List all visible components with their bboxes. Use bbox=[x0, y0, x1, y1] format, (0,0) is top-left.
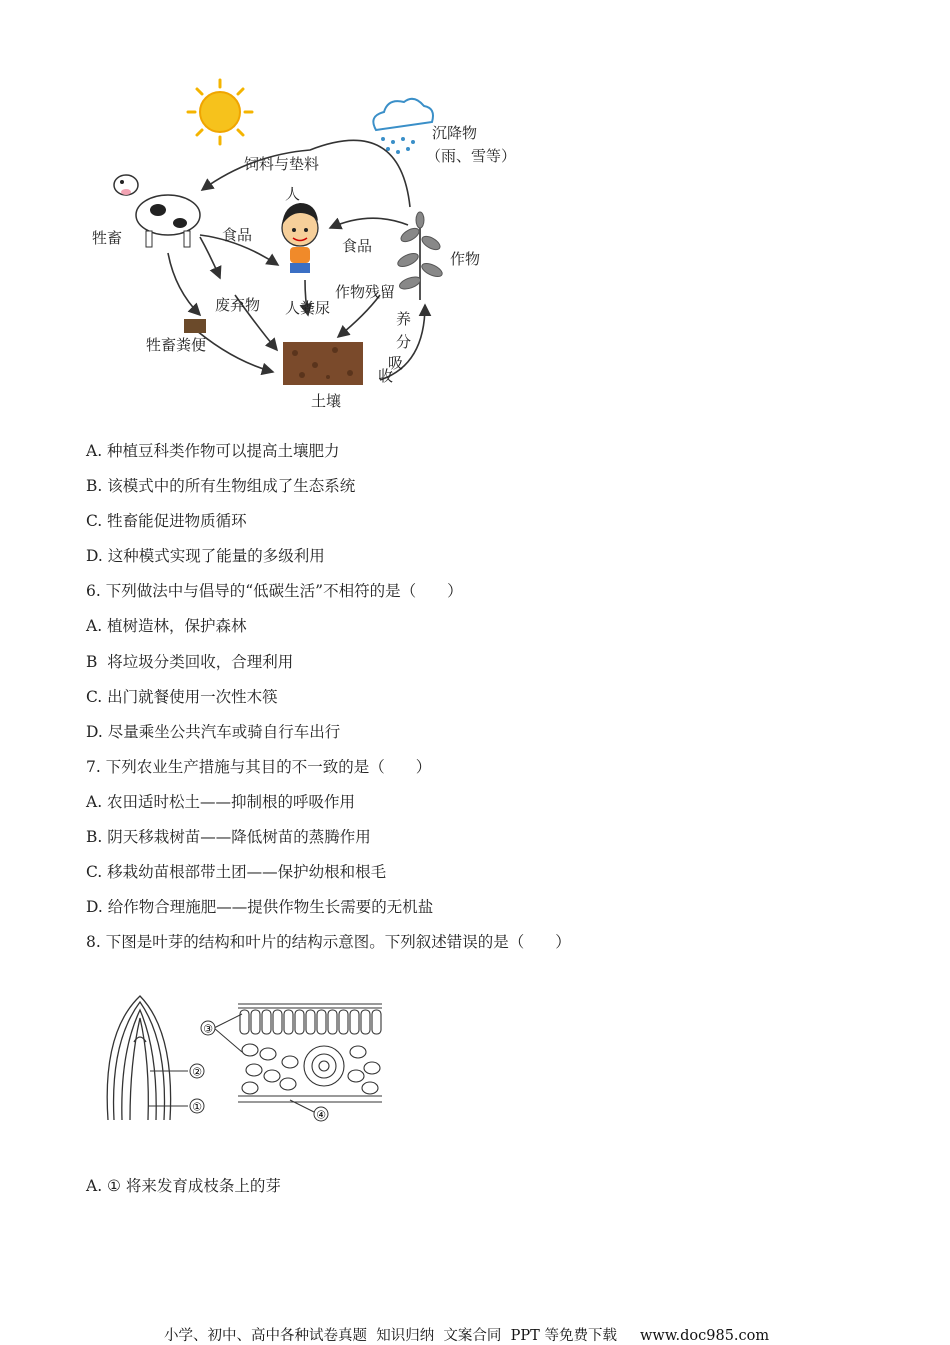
option-7c: C. 移栽幼苗根部带土团——保护幼根和根毛 bbox=[86, 863, 387, 881]
option-7d: D. 给作物合理施肥——提供作物生长需要的无机盐 bbox=[86, 898, 434, 916]
leaf-bud-drawing bbox=[107, 996, 170, 1120]
label-soil: 土壤 bbox=[311, 392, 342, 410]
label-manure: 牲畜粪便 bbox=[146, 336, 207, 354]
leaf-cross-section-drawing bbox=[238, 1004, 382, 1102]
manure-icon bbox=[184, 319, 206, 333]
label-precipitation: 沉降物 bbox=[432, 124, 478, 142]
label-waste: 废弃物 bbox=[215, 296, 261, 314]
sun-icon bbox=[188, 80, 252, 144]
question-7: 7. 下列农业生产措施与其目的不一致的是（ ） bbox=[86, 758, 432, 776]
option-6d: D. 尽量乘坐公共汽车或骑自行车出行 bbox=[86, 723, 341, 741]
marker-1: ① bbox=[192, 1100, 202, 1114]
option-5d: D. 这种模式实现了能量的多级利用 bbox=[86, 547, 325, 565]
label-food-left: 食品 bbox=[222, 226, 253, 244]
agro-ecosystem-diagram bbox=[80, 75, 550, 415]
label-person: 人 bbox=[285, 185, 301, 203]
option-6c: C. 出门就餐使用一次性木筷 bbox=[86, 688, 278, 706]
marker-3: ③ bbox=[203, 1022, 213, 1036]
label-nutrient-4: 收 bbox=[378, 367, 394, 385]
option-5a: A. 种植豆科类作物可以提高土壤肥力 bbox=[86, 442, 340, 460]
option-5b: B. 该模式中的所有生物组成了生态系统 bbox=[86, 477, 356, 495]
option-5c: C. 牲畜能促进物质循环 bbox=[86, 512, 247, 530]
marker-2: ② bbox=[192, 1065, 202, 1079]
label-feed: 饲料与垫料 bbox=[244, 155, 320, 173]
option-6a: A. 植树造林，保护森林 bbox=[86, 617, 247, 635]
rain-cloud-icon bbox=[373, 99, 433, 154]
label-excreta: 人粪尿 bbox=[285, 299, 331, 317]
label-crop: 作物 bbox=[450, 250, 481, 268]
page-footer: 小学、初中、高中各种试卷真题 知识归纳 文案合同 PPT 等免费下载 www.doc985.com bbox=[164, 1328, 770, 1344]
marker-4: ④ bbox=[316, 1108, 326, 1122]
label-livestock: 牲畜 bbox=[92, 229, 123, 247]
label-nutrient-3: 吸 bbox=[388, 354, 404, 372]
question-8: 8. 下图是叶芽的结构和叶片的结构示意图。下列叙述错误的是（ ） bbox=[86, 933, 571, 951]
label-precipitation-note: （雨、雪等） bbox=[426, 147, 517, 165]
child-icon bbox=[282, 203, 318, 273]
label-crop-residue: 作物残留 bbox=[335, 283, 396, 301]
option-8a: A. ① 将来发育成枝条上的芽 bbox=[86, 1177, 281, 1195]
label-food-right: 食品 bbox=[342, 237, 373, 255]
leaf-bud-and-leaf-section-figure bbox=[100, 992, 400, 1127]
crop-plant-icon bbox=[396, 212, 444, 300]
label-nutrient-1: 养 bbox=[396, 310, 412, 328]
option-7b: B. 阴天移栽树苗——降低树苗的蒸腾作用 bbox=[86, 828, 371, 846]
question-6: 6. 下列做法中与倡导的“低碳生活”不相符的是（ ） bbox=[86, 582, 463, 600]
option-7a: A. 农田适时松土——抑制根的呼吸作用 bbox=[86, 793, 356, 811]
cow-icon bbox=[114, 175, 200, 247]
soil-image bbox=[283, 342, 363, 385]
option-6b: B 将垃圾分类回收，合理利用 bbox=[86, 653, 294, 671]
label-nutrient-2: 分 bbox=[396, 333, 412, 351]
